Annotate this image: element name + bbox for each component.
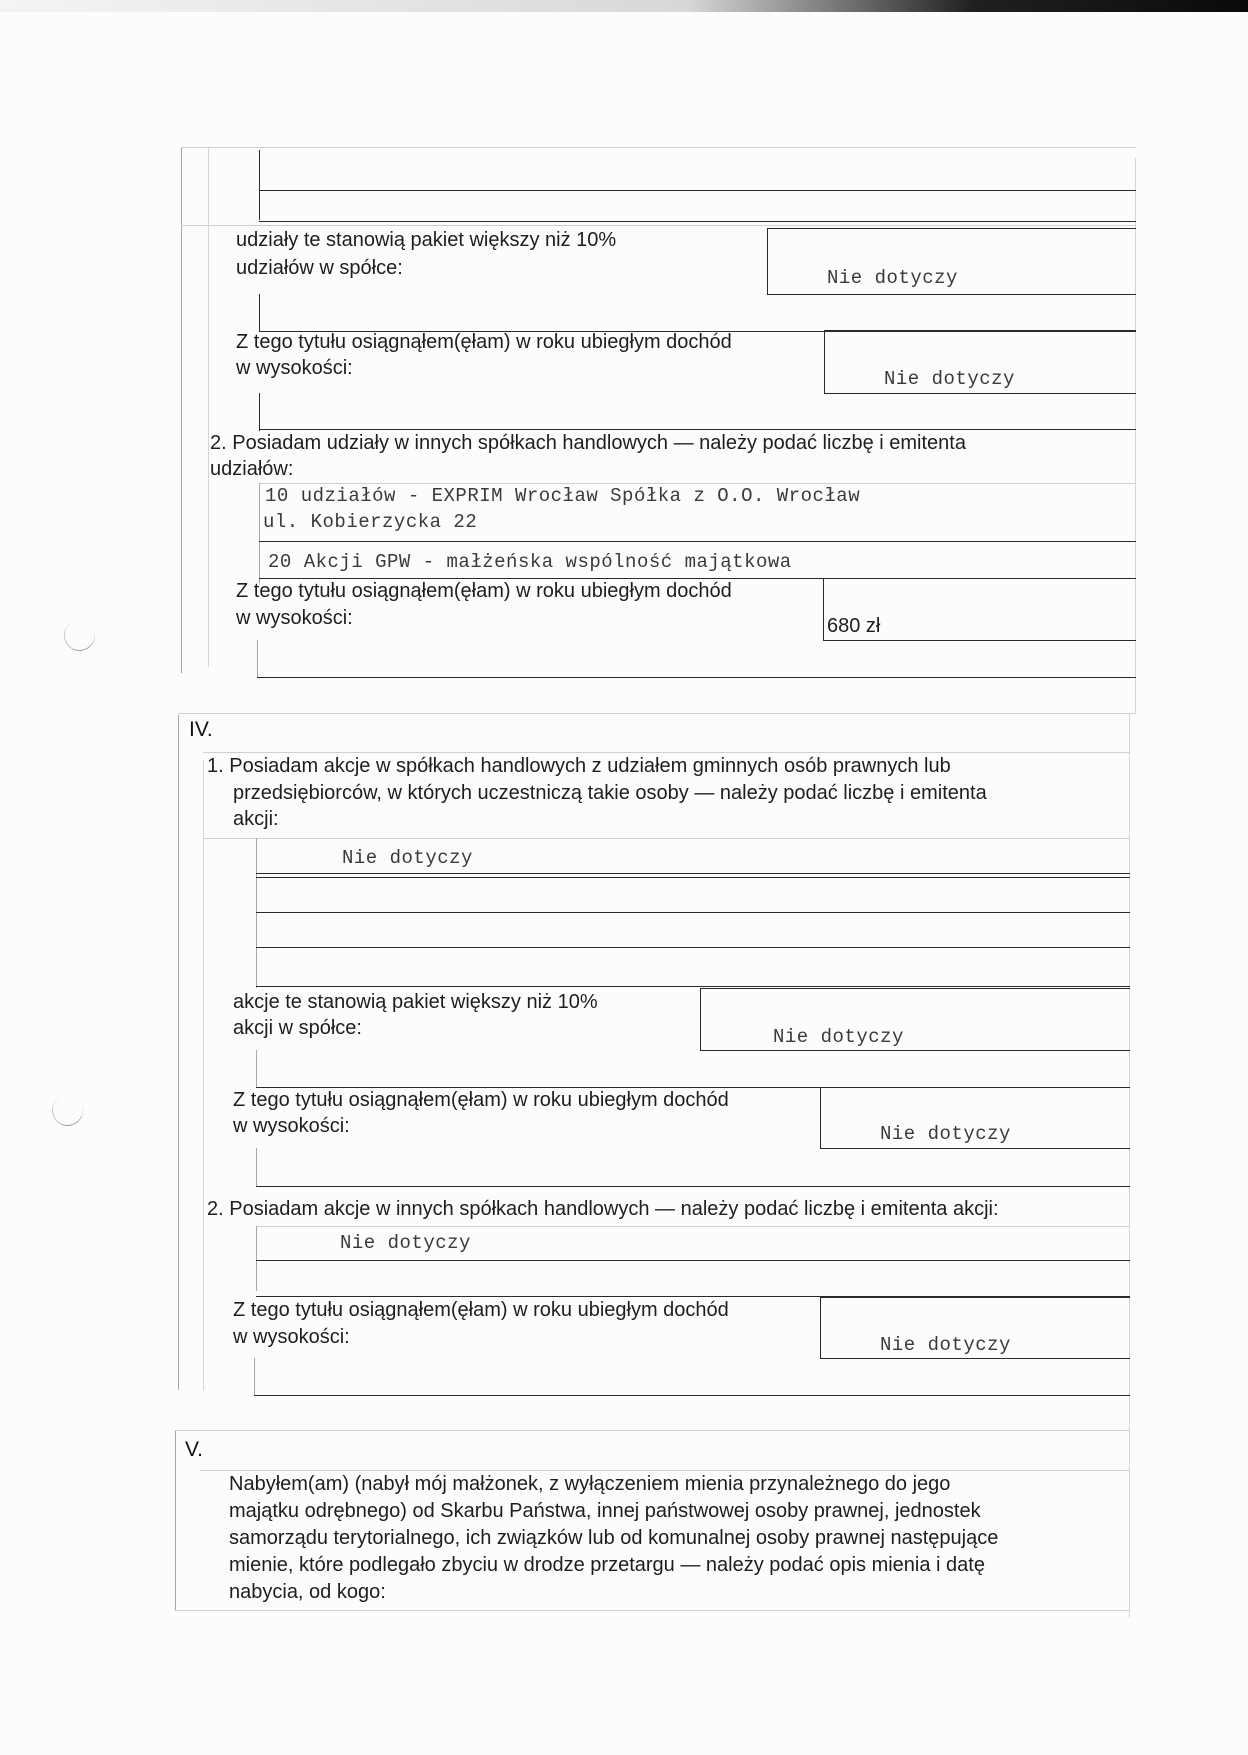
entry-box-left — [259, 483, 260, 583]
value-box-top — [820, 1087, 1130, 1088]
entry-box-left — [256, 838, 257, 988]
income-label: w wysokości: — [236, 607, 353, 629]
form-left-border — [175, 1430, 176, 1610]
value-box-top — [824, 330, 1136, 331]
value-box-bottom — [823, 640, 1136, 641]
shares-packet-label: akcji w spółce: — [233, 1017, 362, 1039]
entry-line — [256, 947, 1130, 948]
acquired-property-text: majątku odrębnego) od Skarbu Państwa, innej państwowej osoby prawnej, jednostek — [229, 1500, 981, 1522]
row-divider — [181, 147, 1136, 148]
municipal-shares-label: 1. Posiadam akcje w spółkach handlowych z udziałem gminnych osób prawnych lub — [207, 755, 951, 777]
other-shares-value: Nie dotyczy — [340, 1232, 471, 1254]
income-label: w wysokości: — [233, 1115, 350, 1137]
income-value: Nie dotyczy — [884, 368, 1015, 390]
income-label: Z tego tytułu osiągnąłem(ęłam) w roku ubiegłym dochód — [233, 1299, 729, 1321]
income-label: Z tego tytułu osiągnąłem(ęłam) w roku ubiegłym dochód — [233, 1089, 729, 1111]
value-box-bottom — [820, 1148, 1130, 1149]
shares-entry-text: 10 udziałów - EXPRIM Wrocław Spółka z O.O. Wrocław — [265, 485, 861, 507]
row-divider — [175, 1430, 1130, 1431]
value-box-left — [820, 1087, 821, 1149]
income-label: w wysokości: — [236, 357, 353, 379]
entry-box-left — [256, 1226, 257, 1291]
row-divider — [256, 1226, 1130, 1227]
income-label: Z tego tytułu osiągnąłem(ęłam) w roku ubiegłym dochód — [236, 580, 732, 602]
value-box-top — [700, 988, 1130, 989]
entry-line — [256, 873, 1130, 874]
row-divider — [203, 838, 1130, 839]
entry-line — [256, 912, 1130, 913]
entry-line — [256, 1186, 1130, 1187]
income-value: Nie dotyczy — [880, 1334, 1011, 1356]
section-iv-heading: IV. — [189, 718, 213, 741]
value-box-bottom — [824, 393, 1136, 394]
other-shares-label: 2. Posiadam akcje w innych spółkach handlowych — należy podać liczbę i emitenta akcji: — [207, 1198, 999, 1220]
entry-box-left — [259, 150, 260, 220]
other-shares-label: udziałów: — [210, 458, 294, 480]
municipal-shares-label: przedsiębiorców, w których uczestniczą takie osoby — należy podać liczbę i emitenta — [233, 782, 987, 804]
form-right-border — [1129, 713, 1130, 1618]
income-label: Z tego tytułu osiągnąłem(ęłam) w roku ubiegłym dochód — [236, 331, 732, 353]
form-left-border — [178, 715, 179, 1390]
entry-line — [259, 541, 1136, 542]
row-divider — [175, 1610, 1130, 1611]
acquired-property-text: mienie, które podlegało zbyciu w drodze przetargu — należy podać opis mienia i datę — [229, 1554, 985, 1576]
entry-box-left — [257, 640, 258, 678]
entry-box-left — [256, 1148, 257, 1186]
entry-line — [259, 221, 1136, 222]
value-box-left — [824, 330, 825, 394]
entry-box-left — [259, 393, 260, 431]
entry-line — [254, 1395, 1130, 1396]
entry-line — [256, 986, 1130, 987]
value-box-left — [767, 228, 768, 294]
value-box-left — [820, 1297, 821, 1359]
row-divider — [178, 713, 1136, 714]
value-box-left — [700, 988, 701, 1050]
municipal-shares-value: Nie dotyczy — [342, 847, 473, 869]
value-box-top — [820, 1297, 1130, 1298]
value-box-bottom — [767, 294, 1136, 295]
entry-line — [256, 1260, 1130, 1261]
shares-packet-value: Nie dotyczy — [827, 267, 958, 289]
income-label: w wysokości: — [233, 1326, 350, 1348]
acquired-property-text: samorządu terytorialnego, ich związków lub od komunalnej osoby prawnej następujące — [229, 1527, 999, 1549]
entry-line — [259, 190, 1136, 191]
value-box-left — [823, 578, 824, 640]
acquired-property-text: Nabyłem(am) (nabył mój małżonek, z wyłączeniem mienia przynależnego do jego — [229, 1473, 951, 1495]
entry-box-left — [254, 1358, 255, 1396]
value-box-bottom — [820, 1358, 1130, 1359]
entry-line — [256, 877, 1130, 878]
shares-packet-value: Nie dotyczy — [773, 1026, 904, 1048]
form-inner-border — [203, 760, 204, 1390]
shares-entry-text: ul. Kobierzycka 22 — [263, 511, 478, 533]
municipal-shares-label: akcji: — [233, 808, 279, 830]
other-shares-label: 2. Posiadam udziały w innych spółkach handlowych — należy podać liczbę i emitenta — [210, 432, 966, 454]
shares-packet-label: akcje te stanowią pakiet większy niż 10% — [233, 991, 598, 1013]
row-divider — [181, 225, 1136, 226]
section-v-heading: V. — [185, 1438, 203, 1461]
entry-box-left — [256, 1050, 257, 1088]
form-right-border — [1135, 158, 1136, 713]
shares-packet-label: udziałów w spółce: — [236, 257, 403, 279]
acquired-property-text: nabycia, od kogo: — [229, 1581, 386, 1603]
value-box-top — [767, 228, 1136, 229]
entry-box-left — [259, 294, 260, 332]
value-box-bottom — [700, 1050, 1130, 1051]
entry-line — [257, 677, 1136, 678]
income-value: 680 zł — [827, 615, 881, 637]
shares-packet-label: udziały te stanowią pakiet większy niż 10% — [236, 229, 617, 251]
shares-entry-text: 20 Akcji GPW - małżeńska wspólność majątkowa — [268, 551, 792, 573]
income-value: Nie dotyczy — [880, 1123, 1011, 1145]
